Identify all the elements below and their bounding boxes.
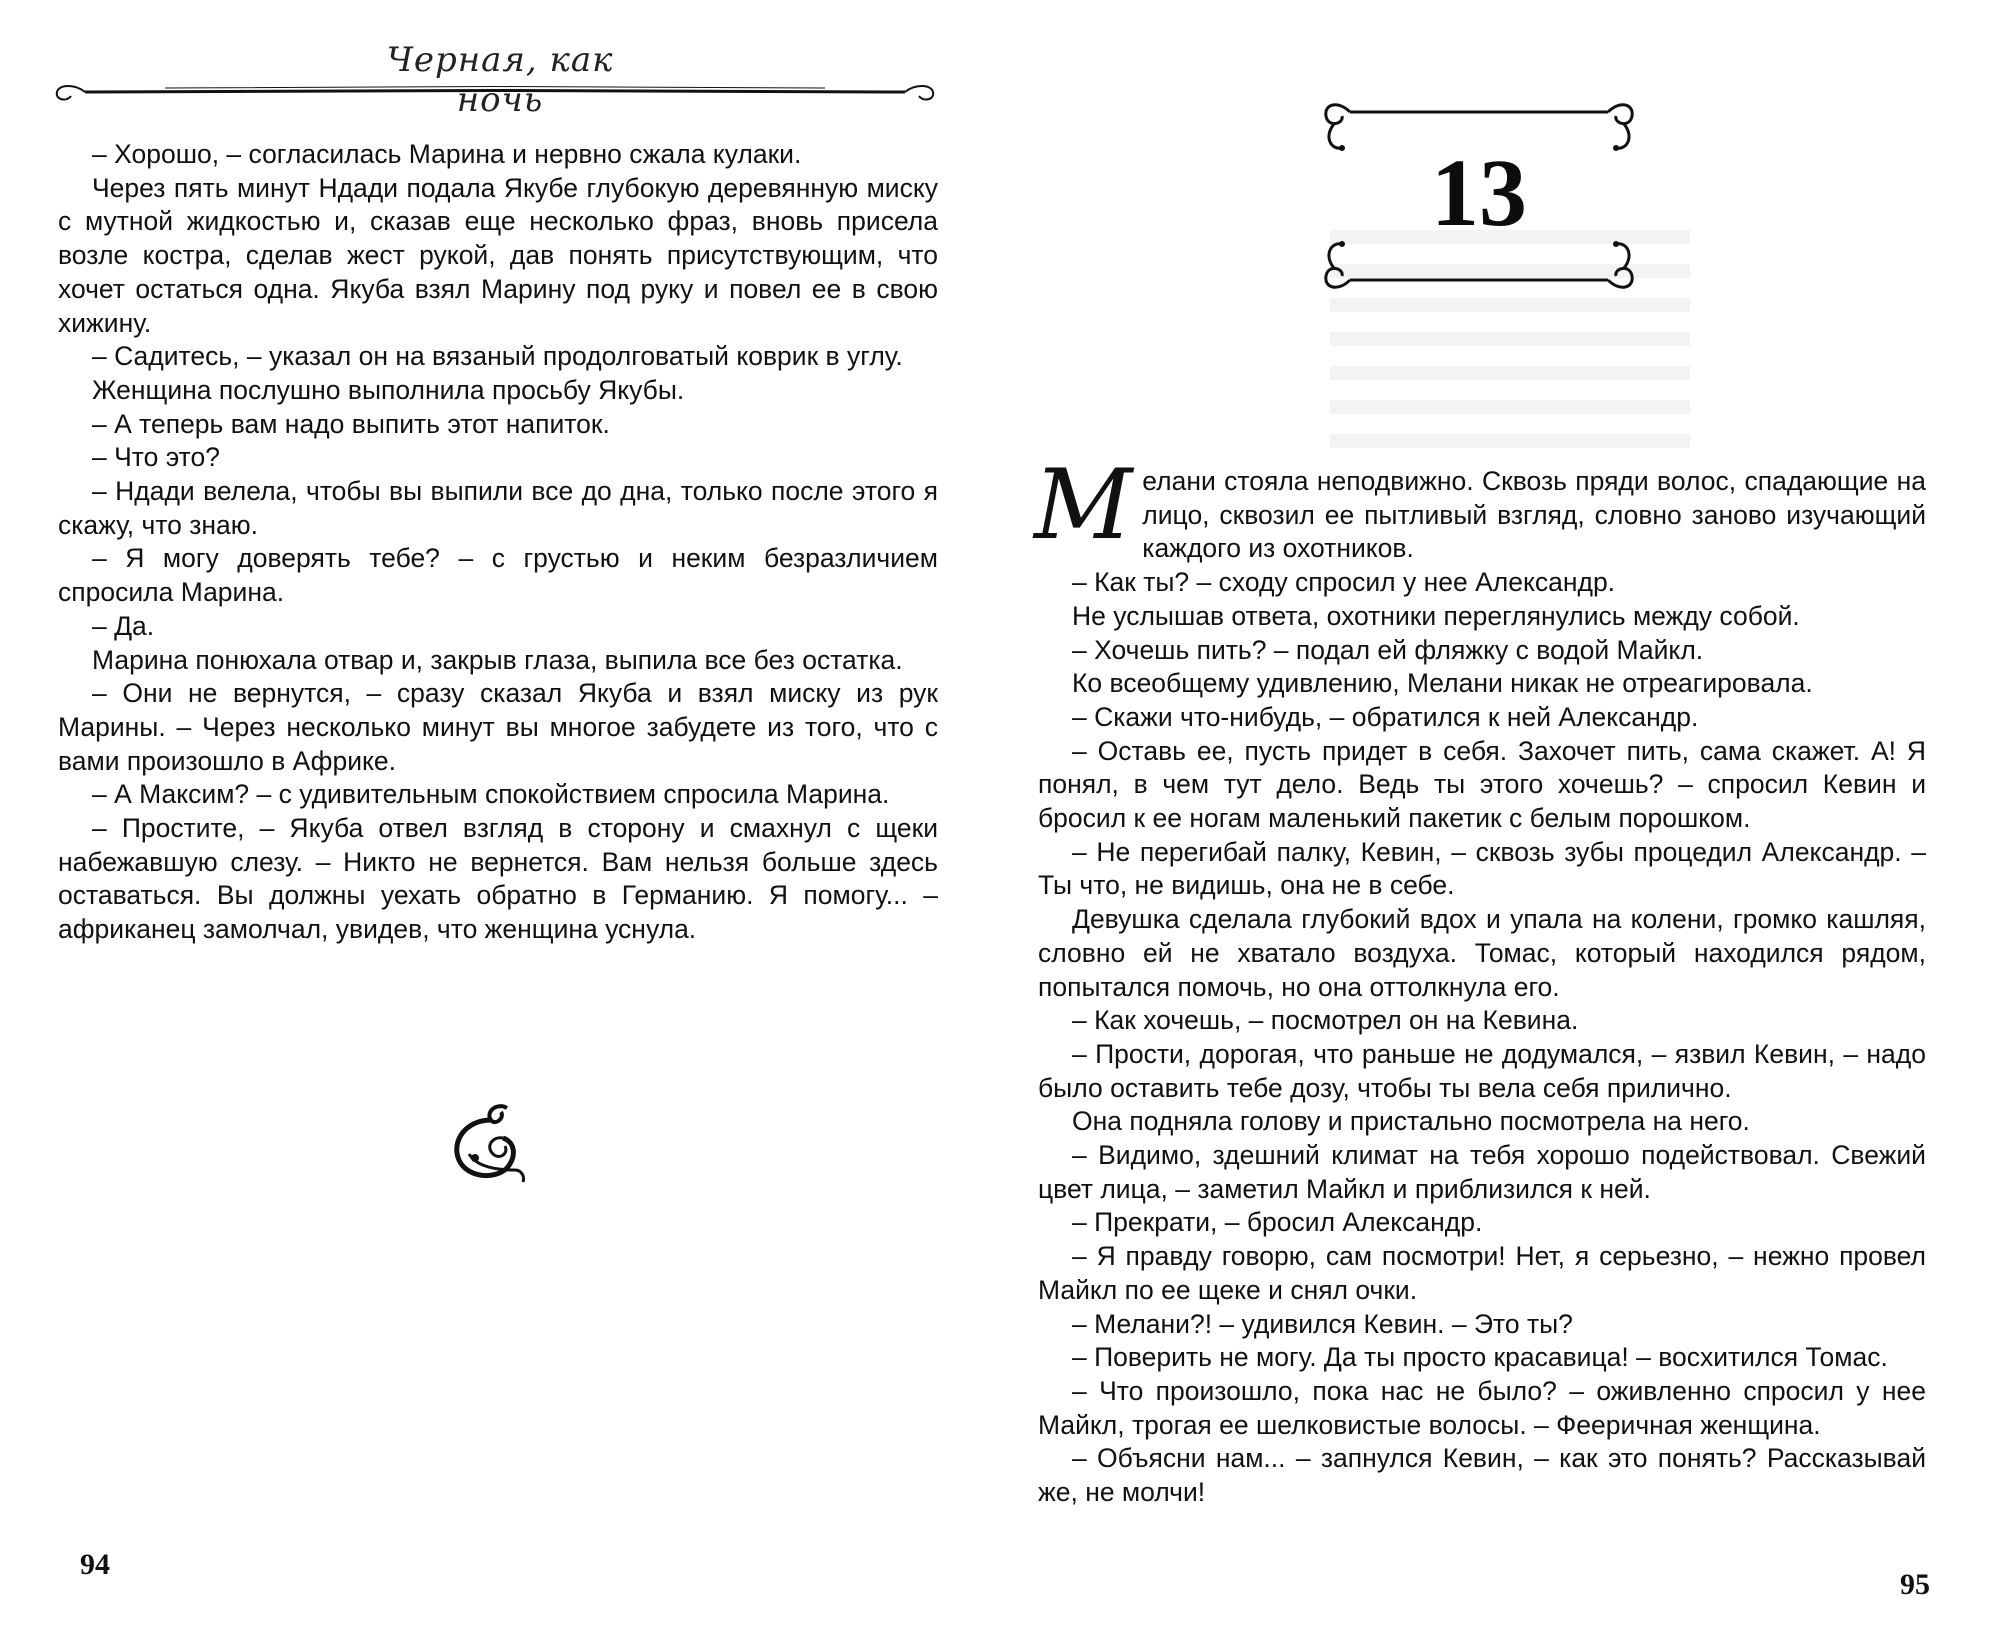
paragraph: Женщина послушно выполнила просьбу Якубы. <box>92 374 685 405</box>
paragraph: – Как ты? – сходу спросил у нее Александр. <box>1072 567 1616 598</box>
paragraph: – Скажи что-нибудь, – обратился к ней Александр. <box>1072 701 1699 732</box>
header-rule-ornament <box>45 70 945 110</box>
paragraph: – Видимо, здешний климат на тебя хорошо подействовал. Свежий цвет лица, – заметил Майкл и приблизился к ней. <box>1038 1140 1926 1204</box>
page-number: 94 <box>80 1548 110 1581</box>
paragraph: – Хочешь пить? – подал ей фляжку с водой Майкл. <box>1072 634 1704 665</box>
left-page-text <box>58 138 938 947</box>
paragraph: – А Максим? – с удивительным спокойствием спросила Марина. <box>92 779 890 810</box>
paragraph: – Как хочешь, – посмотрел он на Кевина. <box>1072 1005 1579 1036</box>
paragraph: – Ндади велела, чтобы вы выпили все до дна, только после этого я скажу, что знаю. <box>58 476 938 540</box>
paragraph: Девушка сделала глубокий вдох и упала на колени, громко кашляя, словно ей не хватало воздуха. Томас, который находился рядом, попытался помочь, но она оттолкнула его. <box>1038 904 1926 1002</box>
paragraph: – А теперь вам надо выпить этот напиток. <box>92 408 610 439</box>
paragraph: Не услышав ответа, охотники переглянулись между собой. <box>1072 600 1800 631</box>
paragraph: – Да. <box>92 610 155 641</box>
right-page-text <box>1034 449 1926 1510</box>
paragraph: – Я правду говорю, сам посмотри! Нет, я серьезно, – нежно провел Майкл по ее щеке и снял очки. <box>1038 1241 1926 1305</box>
paragraph: – Мелани?! – удивился Кевин. – Это ты? <box>1072 1308 1573 1339</box>
paragraph: – Поверить не могу. Да ты просто красавица! – восхитился Томас. <box>1072 1342 1888 1373</box>
drop-cap: М <box>1034 449 1133 561</box>
paragraph: – Я могу доверять тебе? – с грустью и неким безразличием спросила Марина. <box>58 543 938 608</box>
paragraph: – Они не вернутся, – сразу сказал Якуба и взял миску из рук Марины. – Через несколько минут вы многое забудете из того, что с вами произошло в Африке. <box>58 678 938 776</box>
paragraph: – Простите, – Якуба отвел взгляд в сторону и смахнул с щеки набежавшую слезу. – Никто не вернется. Вам нельзя больше здесь оставаться. Вы должны уехать обратно в Германию. Я помогу... – африканец замолчал, увидев, что женщина уснула. <box>58 813 938 945</box>
paragraph: – Хорошо, – согласилась Марина и нервно сжала кулаки. <box>92 139 802 169</box>
chapter-end-ornament-icon <box>445 1098 535 1188</box>
chapter-number: 13 <box>1431 139 1527 246</box>
paragraph: Через пять минут Ндади подала Якубе глубокую деревянную миску с мутной жидкостью и, сказав еще несколько фраз, вновь присела возле костра, сделав жест рукой, дав понять присутствующим, что хочет остаться одна. Якуба взял Марину под руку и повел ее в свою хижину. <box>58 172 938 338</box>
chapter-heading-frame <box>1320 90 1638 302</box>
paragraph: Она подняла голову и пристально посмотрела на него. <box>1072 1106 1750 1137</box>
paragraph: – Объясни нам... – запнулся Кевин, – как это понять? Рассказывай же, не молчи! <box>1038 1443 1926 1508</box>
paragraph: – Не перегибай палку, Кевин, – сквозь зубы процедил Александр. – Ты что, не видишь, она не в себе. <box>1038 836 1926 901</box>
paragraph: Марина понюхала отвар и, закрыв глаза, выпила все без остатка. <box>92 644 903 675</box>
paragraph: – Что это? <box>92 442 220 473</box>
opening-paragraph-text: елани стояла неподвижно. Сквозь пряди волос, спадающие на лицо, сквозил ее пытливый взгляд, словно заново изучающий каждого из охотников. <box>1142 466 1926 564</box>
paragraph: – Садитесь, – указал он на вязаный продолговатый коврик в углу. <box>92 341 903 372</box>
page-number: 95 <box>1900 1568 1930 1601</box>
paragraph: – Прекрати, – бросил Александр. <box>1072 1207 1483 1238</box>
paragraph: Ко всеобщему удивлению, Мелани никак не отреагировала. <box>1072 668 1813 699</box>
opening-paragraph <box>1034 449 1926 566</box>
paragraph: – Что произошло, пока нас не было? – оживленно спросил у нее Майкл, трогая ее шелковистые волосы. – Фееричная женщина. <box>1038 1375 1926 1440</box>
paragraph: – Прости, дорогая, что раньше не додумался, – язвил Кевин, – надо было оставить тебе дозу, чтобы ты вела себя прилично. <box>1038 1038 1926 1103</box>
running-title: Черная, как ночь <box>386 40 614 120</box>
paragraph: – Оставь ее, пусть придет в себя. Захочет пить, сама скажет. А! Я понял, в чем тут дело. Ведь ты этого хочешь? – спросил Кевин и бросил к ее ногам маленький пакетик с белым порошком. <box>1038 735 1926 834</box>
right-page <box>1000 0 2000 1636</box>
